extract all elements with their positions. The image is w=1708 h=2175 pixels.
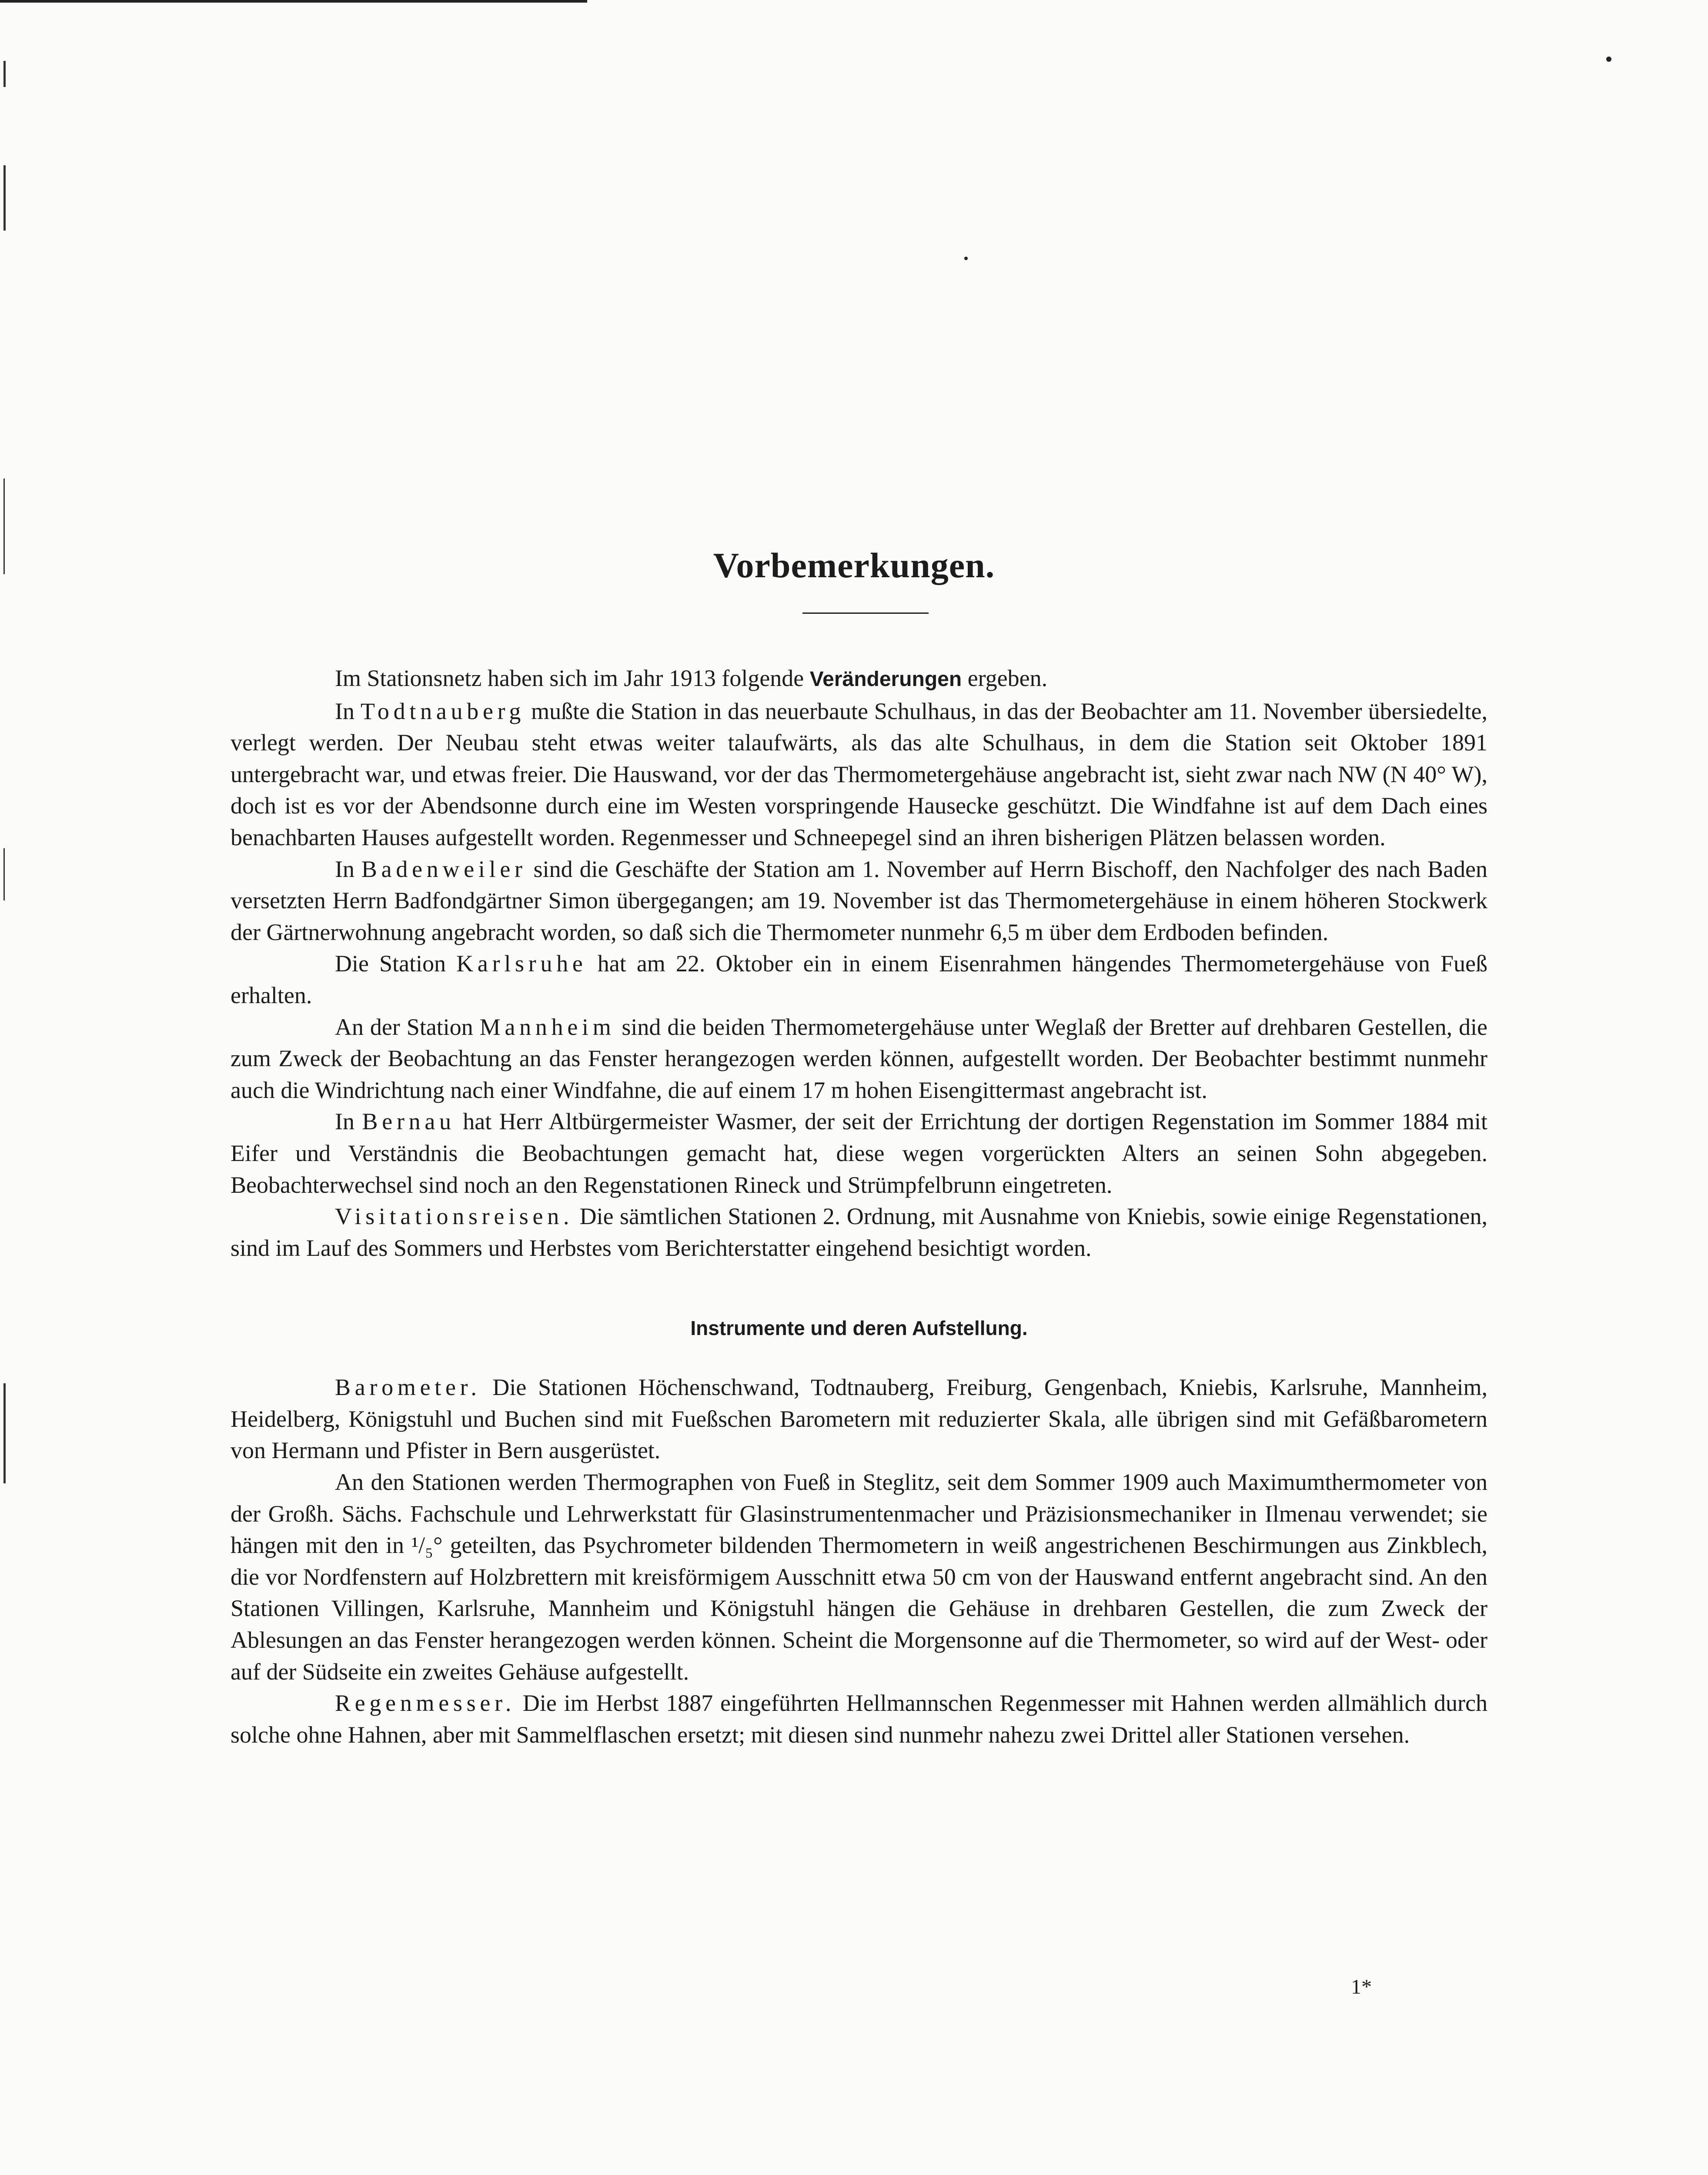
paragraph-visitationsreisen: Visitationsreisen. Die sämtlichen Stationen 2. Ordnung, mit Ausnahme von Kniebis, sowie einige Regenstationen, sind im Lauf des Sommers und Herbstes vom Berichterstatter eingehend besichtigt worden. xyxy=(231,1203,1487,1261)
scan-edge-mark xyxy=(3,61,6,87)
paragraph-bernau: In Bernau hat Herr Altbürgermeister Wasmer, der seit der Errichtung der dortigen Regenstation im Sommer 1884 mit Eifer und Verständnis die Beobachtungen gemacht hat, diese wegen vorgerückten Alters an seinen Sohn abgegeben. Beobachterwechsel sind noch an den Regenstationen Rineck und Strümpfelbrunn eingetreten. xyxy=(231,1108,1488,1198)
intro-text-end: ergeben. xyxy=(962,665,1048,691)
paragraph-karlsruhe: Die Station Karlsruhe hat am 22. Oktober ein in einem Eisenrahmen hängendes Thermometergehäuse von Fueß erhalten. xyxy=(231,950,1487,1008)
scan-edge-mark xyxy=(3,848,5,900)
intro-keyword: Veränderungen xyxy=(809,668,962,691)
topic-name: Regenmesser. xyxy=(335,1690,516,1717)
page-number: 1* xyxy=(1351,1975,1372,1998)
scan-edge-mark xyxy=(3,165,6,231)
main-text xyxy=(231,663,1487,1750)
scan-speck xyxy=(964,257,968,260)
section-heading: Instrumente und deren Aufstellung. xyxy=(690,1317,1028,1340)
topic-name: Barometer. xyxy=(335,1374,481,1401)
scan-edge-mark xyxy=(3,1383,6,1483)
station-name: Karlsruhe xyxy=(456,950,587,977)
paragraph-barometer: Barometer. Die Stationen Höchenschwand, Todtnauberg, Freiburg, Gengenbach, Kniebis, Karlsruhe, Mannheim, Heidelberg, Königstuhl und Buchen sind mit Fueßschen Barometern mit reduzierter Skala, alle übrigen sind mit Gefäßbarometern von Hermann und Pfister in Bern ausgerüstet. xyxy=(231,1374,1487,1464)
station-name: Bernau xyxy=(362,1108,455,1135)
intro-paragraph xyxy=(231,663,1487,696)
paragraph-regenmesser: Regenmesser. Die im Herbst 1887 eingeführten Hellmannschen Regenmesser mit Hahnen werden allmählich durch solche ohne Hahnen, aber mit Sammelflaschen ersetzt; mit diesen sind nunmehr nahezu zwei Drittel aller Stationen versehen. xyxy=(231,1690,1487,1748)
page-title: Vorbemerkungen. xyxy=(713,545,995,585)
paragraph-badenweiler: In Badenweiler sind die Geschäfte der Station am 1. November auf Herrn Bischoff, den Nachfolger des nach Baden versetzten Herrn Badfondgärtner Simon übergegangen; am 19. November ist das Thermometergehäuse in einem höheren Stockwerk der Gärtnerwohnung angebracht worden, so daß sich die Thermometer nunmehr 6,5 m über dem Erdboden befinden. xyxy=(231,856,1487,945)
intro-text: Im Stationsnetz haben sich im Jahr 1913 folgende xyxy=(335,665,810,691)
station-name: Mannheim xyxy=(479,1014,615,1040)
topic-name: Visitationsreisen. xyxy=(335,1203,574,1230)
paragraph-thermometer: An den Stationen werden Thermographen von Fueß in Steglitz, seit dem Sommer 1909 auch Maximumthermometer von der Großh. Sächs. Fachschule und Lehrwerkstatt für Glasinstrumentenmacher und Präzisionsmechaniker in Ilmenau verwendet; sie hängen mit den in ¹/₅° geteilten, das Psychrometer bildenden Thermometern in weiß angestrichenen Beschirmungen aus Zinkblech, die vor Nordfenstern auf Holzbrettern mit kreisförmigem Ausschnitt etwa 50 cm von der Hauswand entfernt angebracht sind. An den Stationen Villingen, Karlsruhe, Mannheim und Königstuhl hängen die Gehäuse in drehbaren Gestellen, die zum Zweck der Ablesungen an das Fenster herangezogen werden können. Scheint die Morgensonne auf die Thermometer, so wird auf der West- oder auf der Südseite ein zweites Gehäuse aufgestellt. xyxy=(231,1469,1487,1685)
paragraph-todtnauberg: In Todtnauberg mußte die Station in das neuerbaute Schulhaus, in das der Beobachter am 11. November übersiedelte, verlegt werden. Der Neubau steht etwas weiter talaufwärts, als das alte Schulhaus, in dem die Station seit Oktober 1891 untergebracht war, und etwas freier. Die Hauswand, vor der das Thermometergehäuse angebracht ist, sieht zwar nach NW (N 40° W), doch ist es vor der Abendsonne durch eine im Westen vorspringende Hausecke geschützt. Die Windfahne ist auf dem Dach eines benachbarten Hauses aufgestellt worden. Regenmesser und Schneepegel sind an ihren bisherigen Plätzen belassen worden. xyxy=(231,698,1488,850)
station-name: Todtnauberg xyxy=(361,698,525,724)
station-name: Badenweiler xyxy=(361,856,527,882)
paragraph-mannheim: An der Station Mannheim sind die beiden Thermometergehäuse unter Weglaß der Bretter auf drehbaren Gestellen, die zum Zweck der Beobachtung an das Fenster herangezogen werden können, aufgestellt worden. Der Beobachter bestimmt nunmehr auch die Windrichtung nach einer Windfahne, die auf einem 17 m hohen Eisengittermast angebracht ist. xyxy=(231,1014,1487,1103)
title-rule xyxy=(802,612,929,614)
scan-border-top xyxy=(0,0,587,3)
scan-speck xyxy=(1606,57,1611,62)
